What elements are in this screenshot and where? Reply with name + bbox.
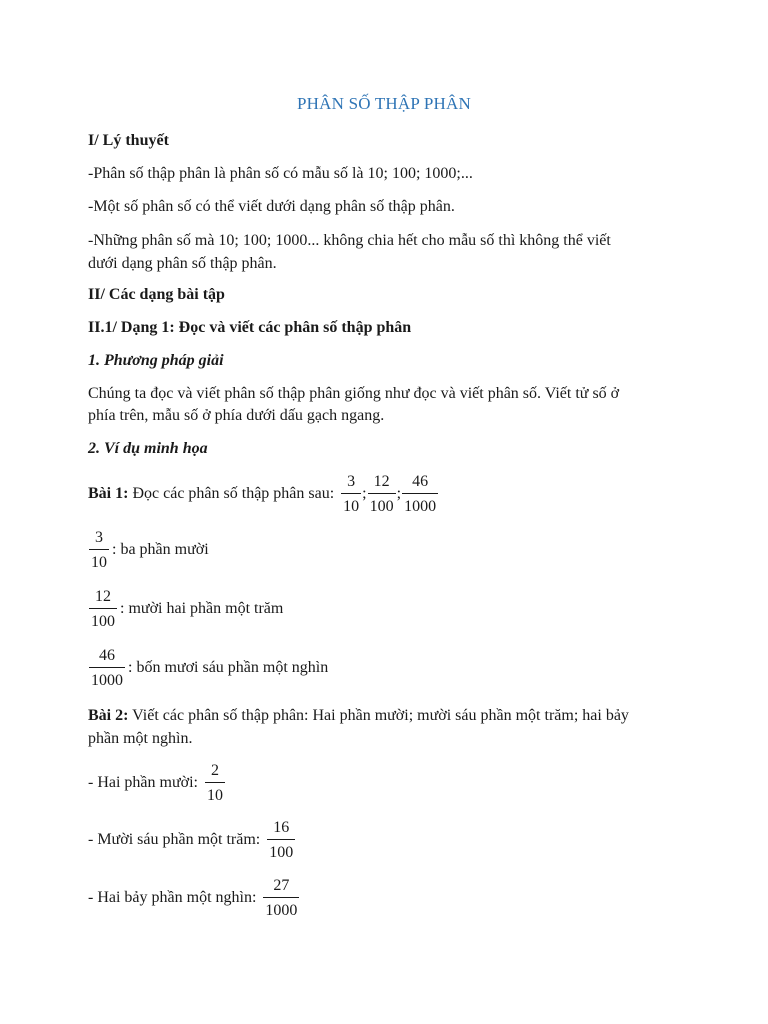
exercise-1-answer-1: [88, 528, 209, 572]
fraction-numerator: 46: [99, 647, 115, 664]
fraction-bar: [341, 493, 361, 494]
fraction-denominator: 100: [91, 613, 115, 630]
theory-paragraph-1: -Phân số thập phân là phân số có mẫu số là 10; 100; 1000;...: [88, 165, 473, 182]
fraction-separator: ;: [396, 485, 402, 502]
fraction-numerator: 12: [95, 588, 111, 605]
method-paragraph-line-1: Chúng ta đọc và viết phân số thập phân giống như đọc và viết phân số. Viết tử số ở: [88, 385, 620, 402]
theory-paragraph-3-line-2: dưới dạng phân số thập phân.: [88, 255, 277, 272]
fraction-denominator: 10: [91, 554, 107, 571]
fraction-denominator: 1000: [91, 672, 123, 689]
exercise-2-answer-2: [88, 818, 296, 862]
fraction-numerator: 3: [347, 473, 356, 490]
fraction-numerator: 2: [211, 762, 219, 779]
answer-fraction: [263, 876, 299, 920]
fraction-bar: [402, 493, 438, 494]
fraction-bar: [205, 782, 225, 783]
fraction-numerator: 46: [412, 473, 429, 490]
fraction-numerator: 27: [273, 877, 290, 894]
answer-label: - Mười sáu phần một trăm:: [88, 831, 261, 848]
answer-fraction: [205, 761, 225, 805]
answer-label: - Hai bảy phần một nghìn:: [88, 889, 257, 906]
answer-reading: : ba phần mười: [112, 541, 209, 558]
exercise-1-text: Đọc các phân số thập phân sau:: [132, 485, 335, 502]
theory-paragraph-3-line-1: -Những phân số mà 10; 100; 1000... không chia hết cho mẫu số thì không thể viết: [88, 232, 611, 249]
exercise-1-answer-2: [88, 587, 283, 631]
fraction-numerator: 12: [373, 473, 390, 490]
fraction-46-1000: [402, 472, 438, 516]
answer-fraction: [89, 587, 117, 631]
fraction-bar: [89, 667, 125, 668]
fraction-3-10: [341, 472, 361, 516]
fraction-denominator: 100: [369, 498, 394, 515]
exercise-2-prompt-line-2: phần một nghìn.: [88, 730, 193, 747]
answer-label: - Hai phần mười:: [88, 774, 198, 791]
fraction-denominator: 10: [207, 787, 223, 804]
fraction-bar: [89, 608, 117, 609]
subsection-heading-type1: II.1/ Dạng 1: Đọc và viết các phân số thập phân: [88, 319, 412, 336]
section-heading-theory: I/ Lý thuyết: [88, 132, 169, 149]
exercise-2-text: Viết các phân số thập phân: Hai phần mười; mười sáu phần một trăm; hai bảy: [132, 707, 629, 724]
section-heading-exercises: II/ Các dạng bài tập: [88, 286, 225, 303]
exercise-2-answer-1: [88, 761, 226, 805]
fraction-12-100: [368, 472, 396, 516]
method-paragraph-line-2: phía trên, mẫu số ở phía dưới dấu gạch ngang.: [88, 407, 385, 424]
answer-fraction: [267, 818, 295, 862]
exercise-1-answer-3: [88, 646, 328, 690]
exercise-1-prompt: [88, 472, 439, 516]
exercise-2-label: Bài 2:: [88, 707, 129, 724]
exercise-2-answer-3: [88, 876, 300, 920]
fraction-numerator: 3: [95, 529, 103, 546]
example-heading: 2. Ví dụ minh họa: [88, 440, 208, 457]
fraction-denominator: 1000: [404, 498, 437, 515]
exercise-1-label: Bài 1:: [88, 485, 129, 502]
exercise-2-prompt-line-1: [88, 706, 629, 726]
answer-reading: : bốn mươi sáu phần một nghìn: [128, 659, 329, 676]
page-title: PHÂN SỐ THẬP PHÂN: [297, 94, 471, 113]
answer-reading: : mười hai phần một trăm: [120, 600, 284, 617]
fraction-numerator: 16: [273, 819, 290, 836]
fraction-denominator: 1000: [265, 902, 298, 919]
fraction-bar: [368, 493, 396, 494]
fraction-denominator: 10: [343, 498, 360, 515]
fraction-separator: ;: [362, 485, 367, 502]
answer-fraction: [89, 646, 125, 690]
fraction-bar: [89, 549, 109, 550]
method-heading: 1. Phương pháp giải: [88, 352, 224, 369]
fraction-bar: [267, 839, 295, 840]
fraction-denominator: 100: [269, 844, 294, 861]
fraction-bar: [263, 897, 299, 898]
theory-paragraph-2: -Một số phân số có thể viết dưới dạng phân số thập phân.: [88, 198, 455, 215]
answer-fraction: [89, 528, 109, 572]
